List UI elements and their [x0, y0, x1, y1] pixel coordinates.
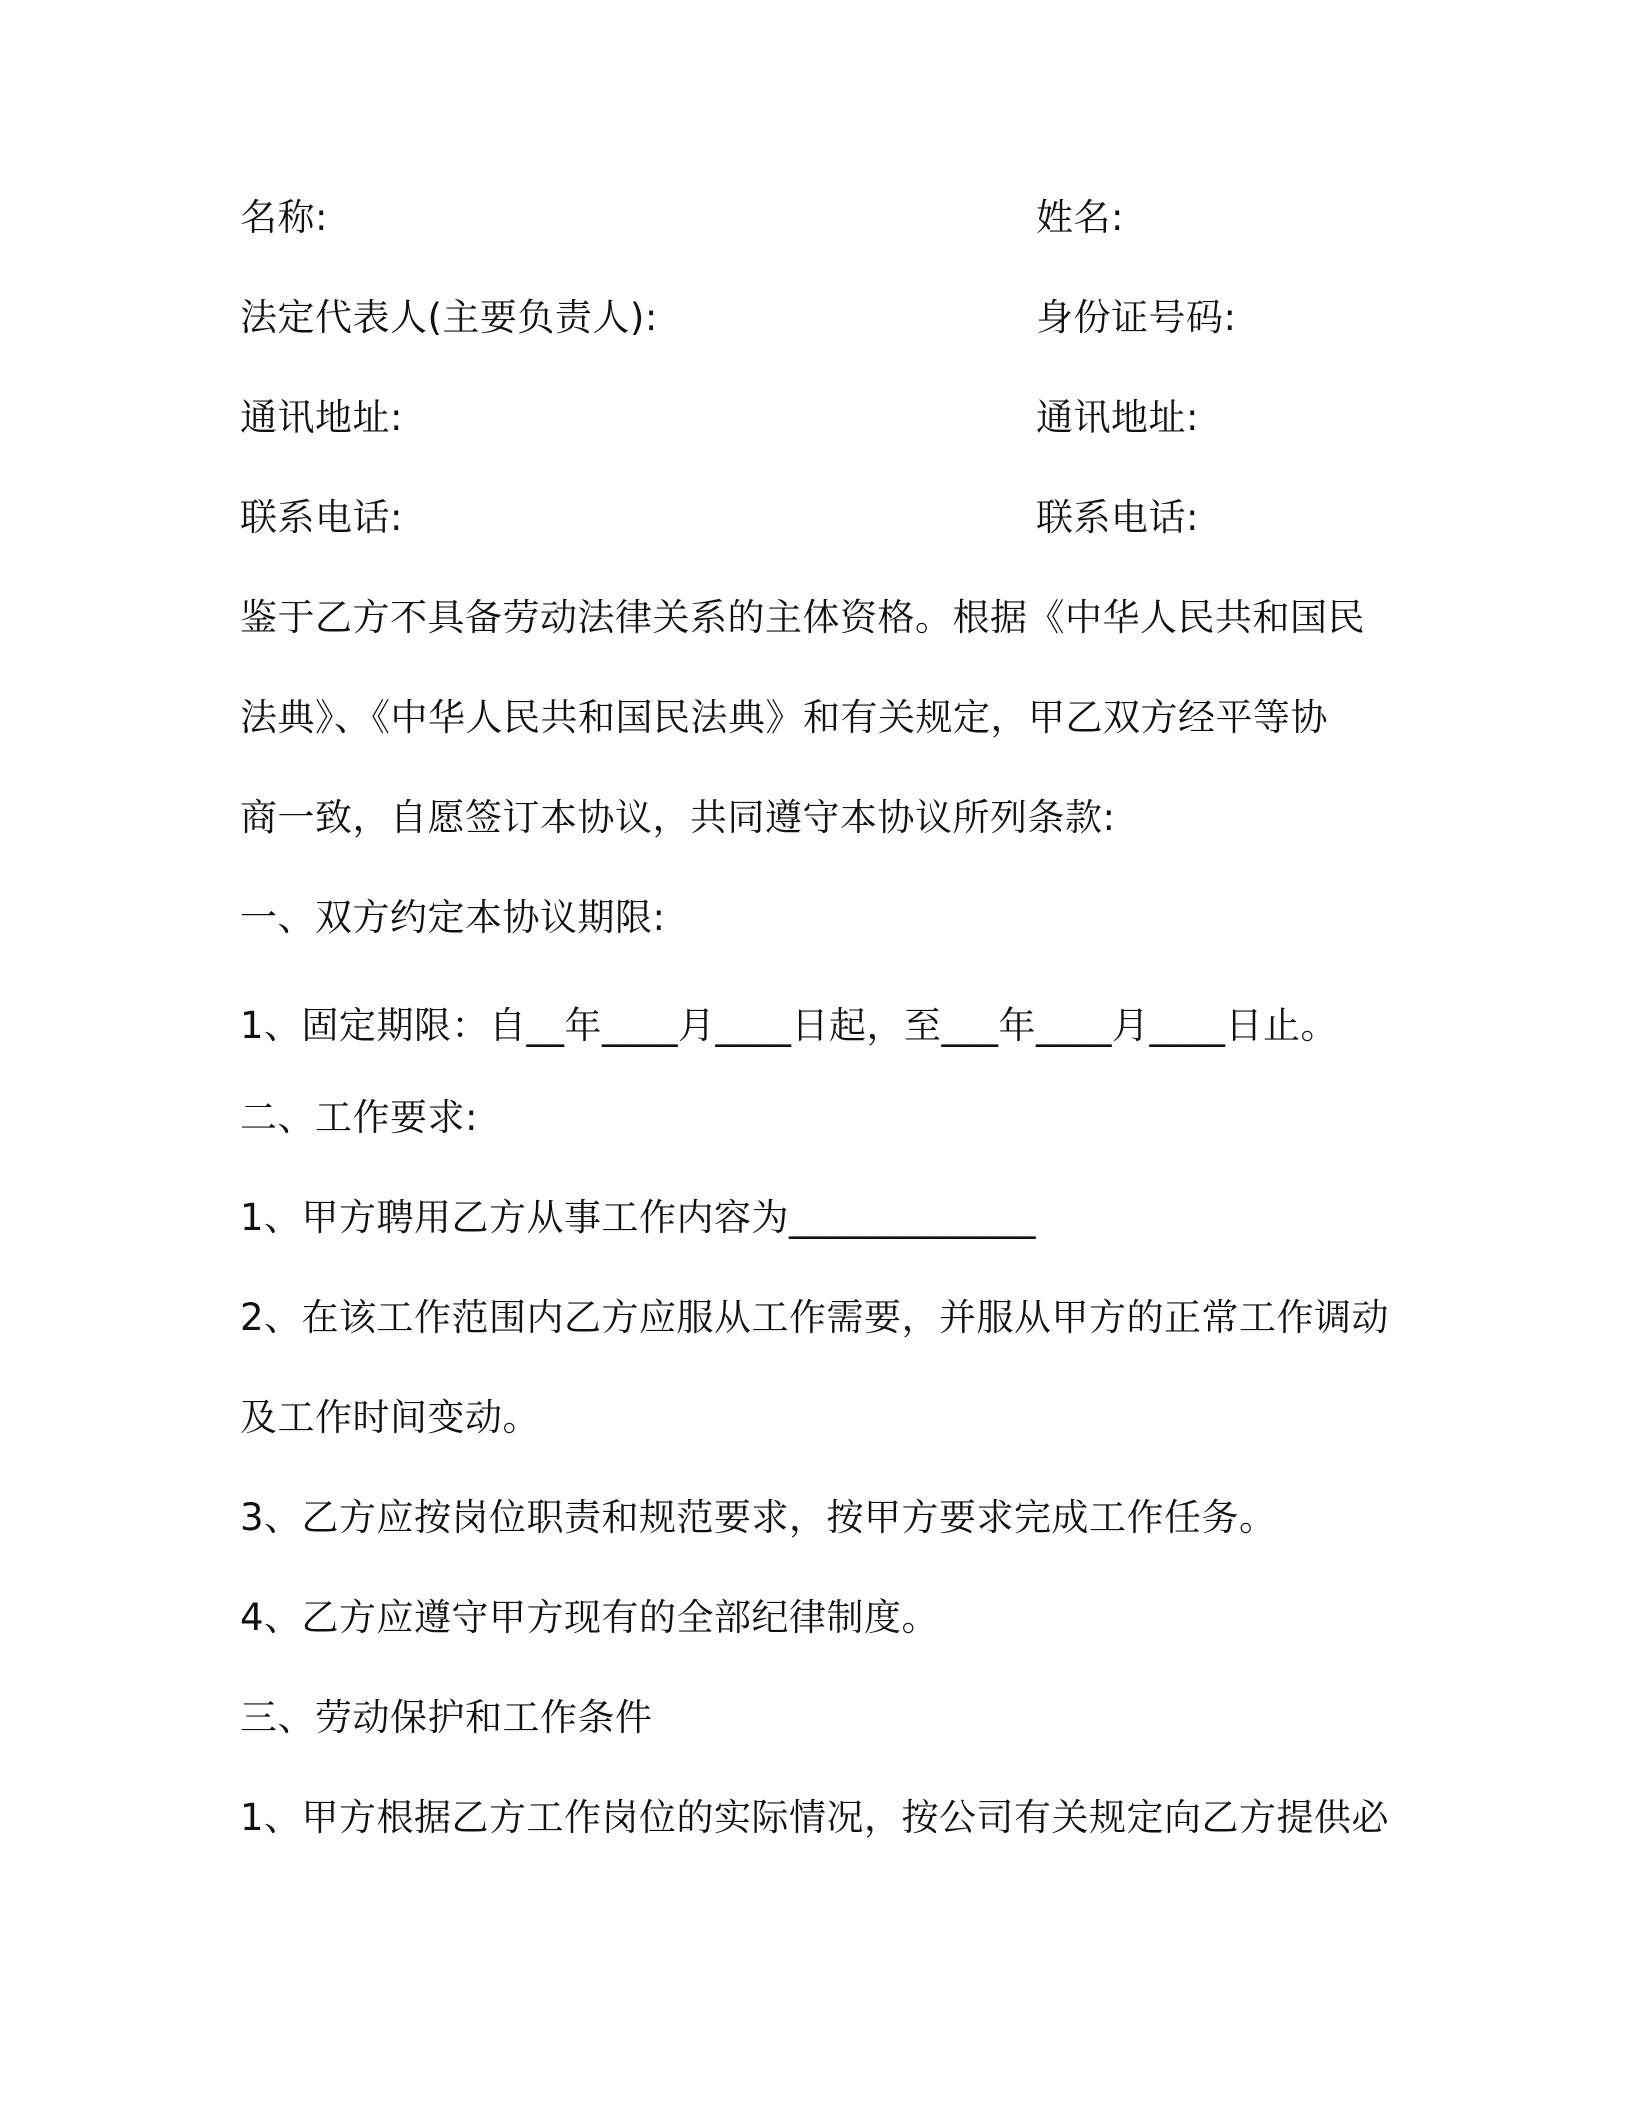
legal-representative-label: 法定代表人(主要负责人):	[240, 296, 658, 339]
clause-obey-assignment-continued: 及工作时间变动。	[240, 1396, 540, 1439]
section-heading-labor-protection: 三、劳动保护和工作条件	[240, 1696, 653, 1739]
party-a-phone-label: 联系电话:	[240, 496, 403, 539]
body-paragraph-line: 法典》、《中华人民共和国民法典》和有关规定，甲乙双方经平等协	[240, 696, 1328, 739]
id-number-label: 身份证号码:	[1036, 296, 1237, 339]
field-row-address	[240, 396, 1199, 440]
body-paragraph-line: 商一致，自愿签订本协议，共同遵守本协议所列条款:	[240, 796, 1116, 839]
field-row-name	[240, 196, 1124, 240]
party-a-address-label: 通讯地址:	[240, 396, 403, 439]
clause-discipline: 4、乙方应遵守甲方现有的全部纪律制度。	[240, 1596, 940, 1639]
party-b-phone-label: 联系电话:	[1036, 496, 1199, 539]
section-heading-work-requirements: 二、工作要求:	[240, 1096, 478, 1139]
party-a-name-label: 名称:	[240, 196, 328, 239]
field-row-representative	[240, 296, 1237, 340]
field-row-phone	[240, 496, 1199, 540]
clause-fixed-term: 1、固定期限：自__年____月____日起，至___年____月____日止。	[240, 1004, 1339, 1047]
clause-obey-assignment: 2、在该工作范围内乙方应服从工作需要，并服从甲方的正常工作调动	[240, 1296, 1390, 1339]
body-paragraph-line: 鉴于乙方不具备劳动法律关系的主体资格。根据《中华人民共和国民	[240, 596, 1365, 639]
section-heading-term: 一、双方约定本协议期限:	[240, 896, 666, 939]
clause-work-content: 1、甲方聘用乙方从事工作内容为_____________	[240, 1196, 1037, 1239]
party-b-address-label: 通讯地址:	[1036, 396, 1199, 439]
clause-job-duties: 3、乙方应按岗位职责和规范要求，按甲方要求完成工作任务。	[240, 1496, 1277, 1539]
clause-provide-conditions: 1、甲方根据乙方工作岗位的实际情况，按公司有关规定向乙方提供必	[240, 1796, 1390, 1839]
party-b-name-label: 姓名:	[1036, 196, 1124, 239]
